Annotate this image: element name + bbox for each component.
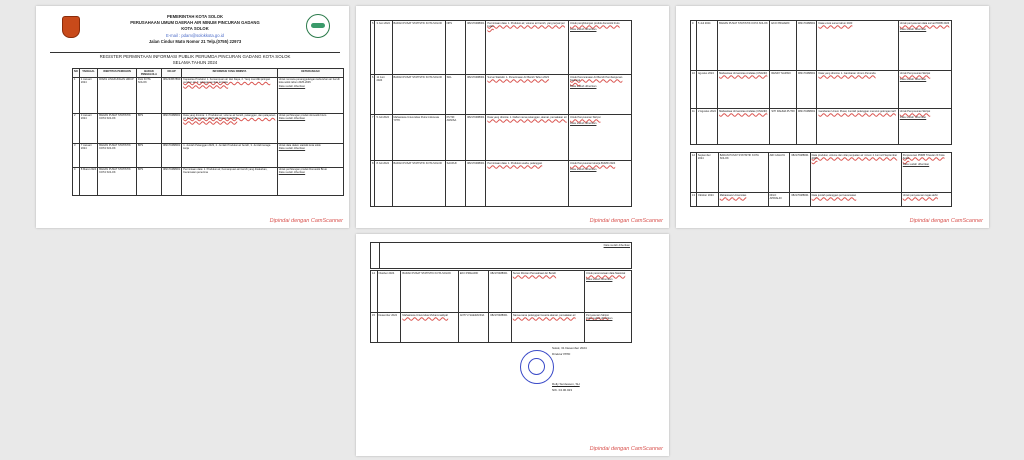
th-identity: IDENTITAS PEMOHON <box>98 69 137 78</box>
official-stamp-icon <box>520 350 554 384</box>
camscanner-watermark: Dipindai dengan CamScanner <box>269 218 343 224</box>
th-info: INFORMASI YANG DIMINTA <box>182 69 277 78</box>
doc-title: REGISTER PERMINTAAN INFORMASI PUBLIK PERUMDA PINCURAN GADANG KOTA SOLOK <box>99 54 291 59</box>
register-table-p4 <box>370 242 632 269</box>
header-address: Jalan Cindur Mato Nomor 21 Telp.(0755) 22973 <box>148 39 242 44</box>
signature-role: Direktur PPID <box>552 352 571 356</box>
th-org: BADAN PENGELOLA <box>136 69 161 78</box>
camscanner-watermark: Dipindai dengan CamScanner <box>909 218 983 224</box>
status-text: Data sudah diberikan <box>570 84 597 89</box>
th-phone: NO.HP <box>161 69 181 78</box>
th-date: TANGGAL <box>79 69 97 78</box>
document-page-3 <box>676 6 989 228</box>
table-row: 4 8 Maret 2024 BADAN PUSAT STATISTIK KOTA SOLOK BPS 082170488001 Permintaan data: 1. Produksi air, Kemampuan air bersih yang disalurkan, Kecamatan penerima Untuk perhitungan produk Domestik Bruto Data sudah diberikan <box>73 167 344 195</box>
table-row: 12 September 2024 BADAN PUSAT STATISTIK KOTA SOLOK ARI CAHAYA 082170488001 Data produksi, volume dan nilai penjualan air minum 2 Juni s/d September 2024 Penyusunan PDRB Triwulan III Kota Solok Data sudah diberikan <box>691 153 952 193</box>
table-row <box>371 243 632 269</box>
table-row: 11 2 Agustus 2024 Mahasiswa Universitas Andalas (UNAND) SITI RAHMA PUTRI 082170488001 Gambaran Umum Pusat, Jumlah pelanggan menurut golongan tarif Untuk Penyusunan Skripsi Data sudah diberikan <box>691 109 952 145</box>
document-page-1 <box>36 6 349 228</box>
register-table-p1 <box>72 68 344 196</box>
register-table-p3b <box>690 152 952 207</box>
doc-subtitle: SELAMA TAHUN 2024 <box>172 60 218 65</box>
header-email: E-mail : pdam@solokkota.go.id <box>165 33 225 38</box>
table-row: 1 1 Januari 2024 DINAS LINGKUNGAN HIDUP DLH KOTA SOLOK 081234567890 Kapasitas Produksi: 1. Kemampuan air dan biaya, 2. Yang memiliki jaringan sumber air, 3. sebagai sumber air baku Untuk rencana penanggulangan kebutuhan air bersih kota solok tahun 2025-2045 Data sudah diberikan <box>73 77 344 113</box>
status-text: Data sudah diberikan <box>570 167 597 172</box>
status-text: Data sudah diberikan <box>902 162 930 167</box>
table-row: 15 Desember 2024 Mahasiswa Universitas Muhammadiyah ANTYU SHERAVINA 082170488001 Nama-nama pelanggan beserta alamat, pemakaian air Penyusunan Skripsi Data sudah diberikan <box>371 313 632 343</box>
table-row: 9 5 Juli 2024 BADAN PUSAT STATISTIK KOTA SOLOK EKO PRIHARIF 082170488001 Data untuk survei tahun 2023 Untuk penyusunan data survei PDRB 2023 Data sudah diberikan <box>691 21 952 71</box>
camscanner-watermark: Dipindai dengan CamScanner <box>589 446 663 452</box>
table-row: 10 Agustus 2024 Mahasiswa Universitas Andalas (UNAND) RENDY NARSKI 082170488001 Data yang diminta: 1. Gambaran Umum Perumda Untuk Penyusunan Skripsi Data sudah diberikan <box>691 71 952 109</box>
status-text: Data sudah diberikan <box>899 27 927 32</box>
table-row: 5 3 Juni 2024 BADAN PUSAT STATISTIK KOTA SOLOK NPS 082170488001 Permintaan data: 1. Produksi air, volume air bersih, yang terjual per bulan Untuk penghitungan produk domestik bruto Data sudah diberikan <box>371 21 632 75</box>
status-text: Data sudah diberikan <box>278 146 306 151</box>
table-row: 8 8 Juli 2024 BADAN PUSAT STATISTIK KOTA SOLOK SAUFUF 082170488001 Permintaan data: 1. Produksi usaha, pelanggan Untuk Penyusunan kinerja BUMD 2024 Data sudah diberikan <box>371 161 632 207</box>
status-text: Data sudah diberikan <box>278 83 306 88</box>
camscanner-watermark: Dipindai dengan CamScanner <box>589 218 663 224</box>
th-no: NO <box>73 69 80 78</box>
table-row: 14 Oktober 2024 BADAN PUSAT STATISTIK KOTA SOLOK EKO PRIHARIF 082170488001 Survei Rincian Perusahaan Air Bersih Untuk perencanaan data Nasional Data sudah diberikan <box>371 271 632 313</box>
table-header-row <box>73 69 344 78</box>
register-table-p4b <box>370 270 632 343</box>
status-text: Data sudah diberikan <box>899 115 927 120</box>
document-page-4 <box>356 234 669 456</box>
th-note: KETERANGAN <box>277 69 343 78</box>
header-line-2: PERUSAHAAN UMUM DAERAH AIR MINUM PINCURAN GADANG <box>130 20 260 25</box>
document-page-2 <box>356 6 669 228</box>
status-text: Data sudah diberikan <box>278 116 306 121</box>
status-text: Data sudah diberikan <box>899 77 927 82</box>
status-text: Data sudah diberikan <box>380 243 632 269</box>
status-text: Data sudah diberikan <box>585 277 613 282</box>
register-table-p3 <box>690 20 952 145</box>
signature-name: Rolly Surdesson, SH <box>552 382 580 386</box>
header-line-3: KOTA SOLOK <box>181 26 209 31</box>
table-row: 6 11 Juni 2024 BADAN PUSAT STATISTIK KOTA SOLOK SDL 082170488001 Survei Statistik: 1. Penerimaan Air Bersih Tahun 2023 Untuk Perencanaan Air Bersih Pembangunan Nasional Data sudah diberikan <box>371 75 632 115</box>
table-row: 3 7 Januari 2024 BADAN PUSAT STATISTIK KOTA SOLOK BPS 082170488001 1. Jumlah Pelanggan 2023, 2. Jumlah Produksi air bersih, 3. Jumlah tenaga kerja Untuk data dalam statistik kota solok Data sudah diberikan <box>73 143 344 167</box>
header-line-1: PEMERINTAH KOTA SOLOK <box>167 14 223 19</box>
signature-place-date: Solok, 31 Desember 2024 <box>552 346 587 350</box>
letterhead <box>50 12 340 53</box>
table-row: 7 5 Juli 2024 Mahasiswa Universitas Putra Indonesia YPTK PUTRI ANNISA 082170488001 Data yang diminta: 1. Daftar nama pelanggan, alamat, pemakaian air Untuk Penyusunan Skripsi Data sudah diberikan <box>371 115 632 161</box>
signature-nip: NIK. 04.00.023 <box>552 388 573 392</box>
table-row: 2 3 Januari 2024 BADAN PUSAT STATISTIK KOTA SOLOK BPS 082170488001 Data yang diminta: 1. Produksi air, volume air bersih, pelanggan, dan pelayanan air bersih September 2023 s/d Desember 2023 Untuk perhitungan produk domestik bruto Data sudah diberikan <box>73 113 344 143</box>
status-text: Data sudah diberikan <box>278 170 306 175</box>
status-text: Data sudah diberikan <box>585 315 613 320</box>
status-text: Data sudah diberikan <box>570 121 597 126</box>
register-table-p2 <box>370 20 632 207</box>
table-row: 13 Oktober 2024 Mahasiswa Universitas DIGO APRIALDI 082170488001 Data jumlah pelanggan per kecamatan Untuk penyusunan tugas akhir <box>691 193 952 207</box>
status-text: Data sudah diberikan <box>570 27 597 32</box>
